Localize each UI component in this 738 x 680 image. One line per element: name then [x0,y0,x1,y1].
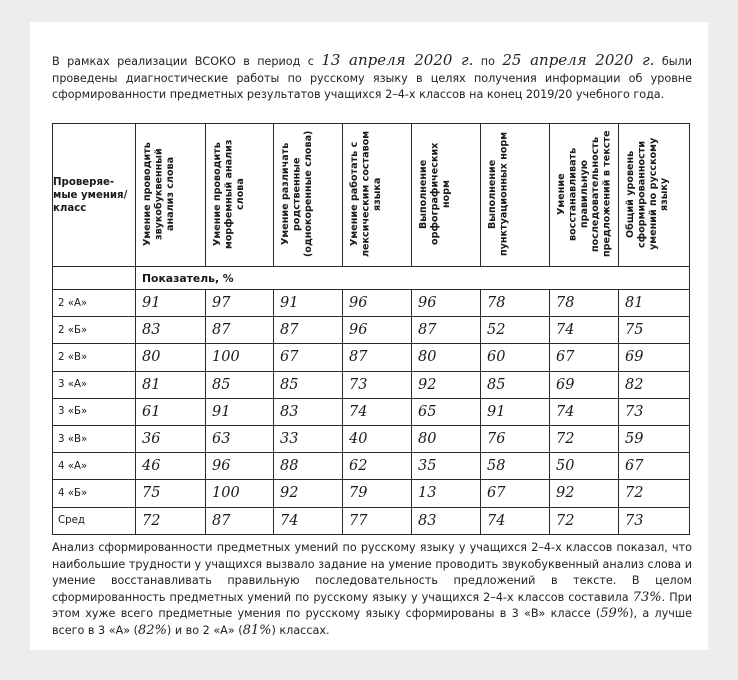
value-cell: 75 [136,480,206,507]
value-cell: 96 [412,290,481,317]
value-cell: 74 [274,507,343,534]
value-cell: 87 [274,317,343,344]
intro-text-end: были проведены диагностические работы по русскому языку в целях получения информации об уровне сформированности предметных результатов учащихся 2–4-х классов на конец 2019/20 учебного года. [52,55,692,102]
header-row [53,124,690,267]
value-cell: 72 [550,507,619,534]
value-cell: 87 [412,317,481,344]
table-body [53,290,690,535]
unit-row [53,267,690,290]
value-cell: 75 [619,317,690,344]
row-label: 4 «Б» [53,480,136,507]
table-row [53,290,690,317]
conclusion-text-2: . При этом хуже всего предметные умения по русскому языку сформированы в 3 «В» классе ( [52,590,692,621]
conclusion-text-3: ), а лучше всего в 3 «А» ( [52,607,692,637]
value-cell: 58 [481,453,550,480]
value-cell: 74 [550,398,619,425]
value-cell: 67 [274,344,343,371]
value-cell: 83 [136,317,206,344]
row-label: 3 «Б» [53,398,136,425]
table-row [53,371,690,398]
value-cell: 85 [481,371,550,398]
column-header [343,124,412,267]
value-cell: 63 [206,425,274,452]
best-percent-3a: 82% [138,622,167,638]
value-cell: 81 [619,290,690,317]
date-to: 25 апреля 2020 г. [502,51,655,69]
row-label: Сред [53,507,136,534]
column-header-text: Умение работать с лексическим составом языка [349,130,383,258]
value-cell: 33 [274,425,343,452]
value-cell: 73 [619,398,690,425]
value-cell: 73 [619,507,690,534]
intro-paragraph [52,52,692,104]
value-cell: 73 [343,371,412,398]
unit-row-blank [53,267,136,290]
value-cell: 87 [206,317,274,344]
value-cell: 72 [619,480,690,507]
value-cell: 50 [550,453,619,480]
value-cell: 74 [481,507,550,534]
value-cell: 69 [550,371,619,398]
conclusion-text-4: ) и во 2 «А» ( [166,623,243,637]
column-header [412,124,481,267]
document-page [30,22,708,650]
value-cell: 62 [343,453,412,480]
value-cell: 81 [136,371,206,398]
table-row [53,344,690,371]
table-row [53,317,690,344]
table-row [53,425,690,452]
column-header [550,124,619,267]
column-header-text: Общий уровень сформированности умений по русскому языку [625,137,671,251]
value-cell: 83 [412,507,481,534]
value-cell: 69 [619,344,690,371]
value-cell: 82 [619,371,690,398]
row-label: 2 «В» [53,344,136,371]
conclusion-text-5: ) классах. [271,623,330,637]
value-cell: 85 [206,371,274,398]
value-cell: 80 [412,425,481,452]
value-cell: 80 [412,344,481,371]
table-row [53,398,690,425]
unit-label: Показатель, % [136,267,690,290]
value-cell: 96 [343,290,412,317]
value-cell: 78 [550,290,619,317]
column-header [481,124,550,267]
value-cell: 67 [619,453,690,480]
conclusion-paragraph [52,540,692,640]
column-header-text: Умение восстанавливать правильную последовательность предложений в тексте [556,130,613,258]
value-cell: 91 [206,398,274,425]
value-cell: 83 [274,398,343,425]
table-row [53,480,690,507]
value-cell: 67 [481,480,550,507]
overall-percent: 73% [632,589,662,605]
value-cell: 40 [343,425,412,452]
value-cell: 35 [412,453,481,480]
value-cell: 96 [343,317,412,344]
value-cell: 79 [343,480,412,507]
value-cell: 91 [481,398,550,425]
value-cell: 61 [136,398,206,425]
column-header-text: Умение различать родственные (однокоренные слова) [280,130,314,258]
row-label: 4 «А» [53,453,136,480]
value-cell: 100 [206,344,274,371]
value-cell: 88 [274,453,343,480]
best-percent-2a: 81% [242,622,272,638]
value-cell: 36 [136,425,206,452]
row-label: 3 «В» [53,425,136,452]
value-cell: 67 [550,344,619,371]
column-header [206,124,274,267]
value-cell: 96 [206,453,274,480]
column-header [274,124,343,267]
value-cell: 78 [481,290,550,317]
table-row [53,453,690,480]
row-label: 2 «Б» [53,317,136,344]
worst-percent: 59% [600,606,630,622]
results-table [52,123,690,535]
value-cell: 52 [481,317,550,344]
conclusion-text-1: Анализ сформированности предметных умений по русскому языку у учащихся 2–4-х классов показал, что наибольшие трудности у учащихся вызвало задание на умение проводить звукобуквенный анализ слова и умение восстанавливать правильную последовательность предложений в тексте. В целом сформированность предметных умений по русскому языку у учащихся 2–4-х классов составила [52,541,692,604]
intro-text-start: В рамках реализации ВСОКО в период с [52,55,322,68]
value-cell: 46 [136,453,206,480]
column-header [136,124,206,267]
value-cell: 65 [412,398,481,425]
value-cell: 74 [550,317,619,344]
column-header-text: Выполнение пунктуационных норм [487,131,510,257]
column-header-text: Выполнение орфографических норм [418,142,452,246]
column-header-text: Умение проводить звукобуквенный анализ слова [142,142,176,246]
value-cell: 72 [136,507,206,534]
value-cell: 91 [274,290,343,317]
row-label: 3 «А» [53,371,136,398]
value-cell: 77 [343,507,412,534]
table-row [53,507,690,534]
date-from: 13 апреля 2020 г. [321,51,474,69]
value-cell: 76 [481,425,550,452]
value-cell: 100 [206,480,274,507]
value-cell: 87 [343,344,412,371]
column-header [619,124,690,267]
value-cell: 92 [274,480,343,507]
value-cell: 72 [550,425,619,452]
value-cell: 87 [206,507,274,534]
row-label: 2 «А» [53,290,136,317]
value-cell: 91 [136,290,206,317]
value-cell: 85 [274,371,343,398]
intro-text-mid: по [473,55,503,68]
column-header-text: Умение проводить морфемный анализ слова [212,139,246,249]
value-cell: 80 [136,344,206,371]
value-cell: 92 [412,371,481,398]
value-cell: 74 [343,398,412,425]
value-cell: 60 [481,344,550,371]
value-cell: 92 [550,480,619,507]
value-cell: 97 [206,290,274,317]
value-cell: 13 [412,480,481,507]
value-cell: 59 [619,425,690,452]
corner-header: Проверяе-мые умения/ класс [53,124,136,267]
